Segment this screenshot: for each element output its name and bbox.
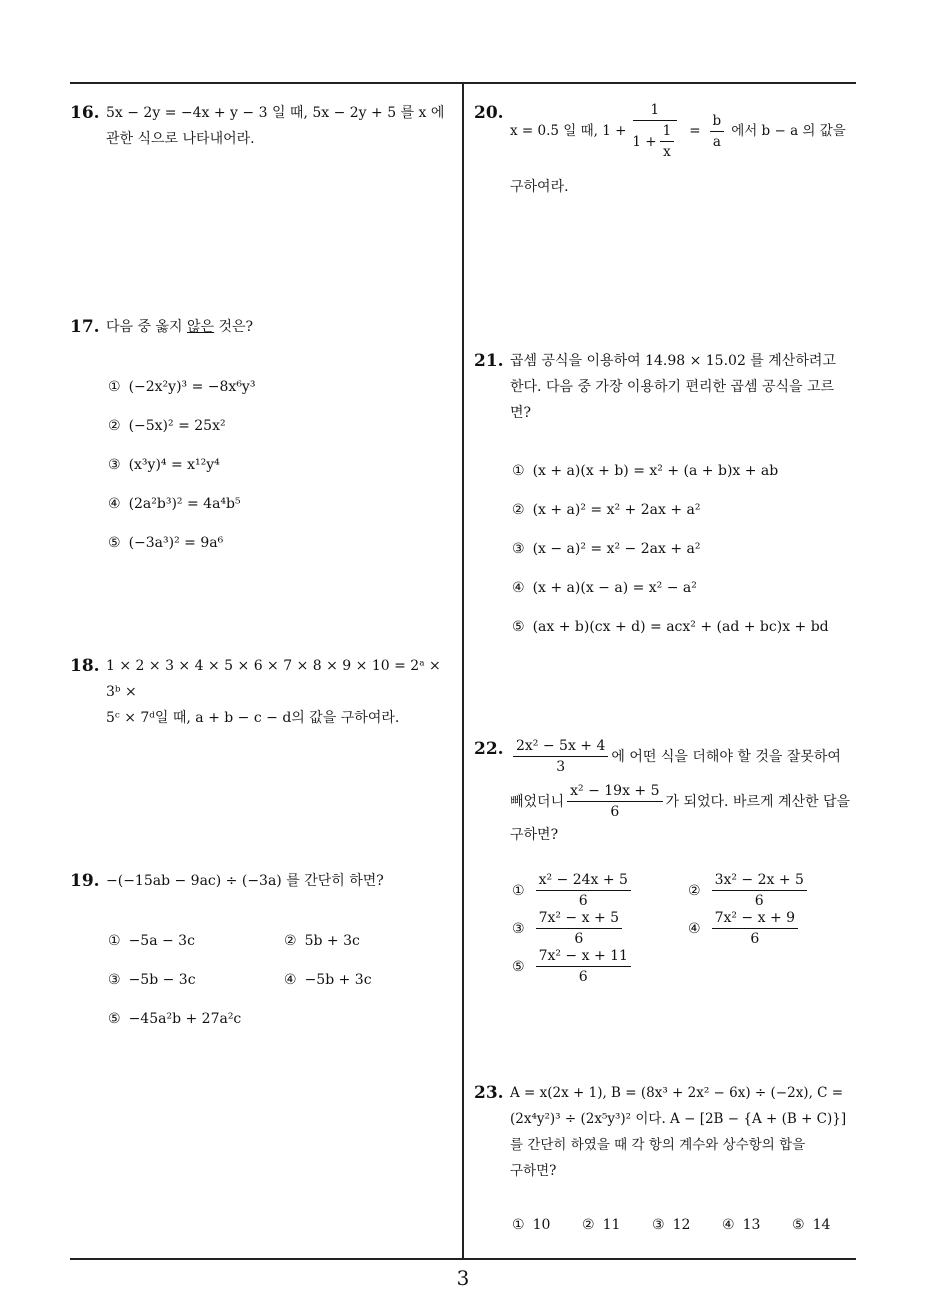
fraction-denominator: 6	[610, 804, 620, 820]
answer-option[interactable]	[108, 491, 241, 517]
option-marker: ②	[512, 502, 525, 518]
fraction-denominator: 6	[574, 931, 584, 947]
fraction-b-over-a	[710, 111, 725, 152]
question-text-line: 5x − 2y = −4x + y − 3 일 때, 5x − 2y + 5 를 x 에	[106, 105, 445, 121]
equals-sign: =	[689, 123, 701, 139]
question-number: 21.	[474, 351, 504, 371]
answer-option[interactable]	[284, 967, 372, 993]
option-text: (x + a)(x + b) = x² + (a + b)x + ab	[532, 463, 779, 479]
option-text: −5b − 3c	[128, 972, 196, 988]
option-marker: ①	[108, 933, 121, 949]
answer-option[interactable]	[512, 870, 634, 911]
answer-option[interactable]	[284, 928, 360, 954]
fraction-denominator: 6	[750, 931, 760, 947]
question-number: 16.	[70, 103, 100, 123]
question-18	[70, 653, 456, 731]
option-marker: ③	[512, 920, 525, 937]
question-19	[70, 868, 456, 1027]
question-number: 23.	[474, 1083, 504, 1103]
answer-option[interactable]	[512, 908, 625, 949]
option-marker: ①	[512, 463, 525, 479]
fraction-denominator: a	[712, 133, 721, 150]
option-text: 12	[672, 1217, 691, 1233]
question-text-line: 면?	[510, 405, 532, 421]
question-text-line: 구하면?	[510, 827, 559, 843]
answer-option[interactable]	[512, 614, 829, 640]
option-marker: ④	[284, 972, 297, 988]
option-text: 11	[602, 1217, 621, 1233]
fraction-denominator: 6	[754, 893, 764, 909]
option-text: (−2x²y)³ = −8x⁶y³	[128, 379, 256, 395]
nested-fraction	[629, 100, 680, 162]
question-23	[474, 1080, 858, 1233]
answer-option[interactable]	[108, 374, 255, 400]
option-text: (ax + b)(cx + d) = acx² + (ad + bc)x + bd	[532, 619, 829, 635]
option-marker: ⑤	[108, 535, 121, 551]
question-22	[474, 736, 858, 985]
question-number: 19.	[70, 871, 100, 891]
option-text: −5a − 3c	[128, 933, 195, 949]
question-text-line: 곱셈 공식을 이용하여 14.98 × 15.02 를 계산하려고	[510, 353, 836, 369]
fraction-denominator: x	[663, 144, 671, 160]
left-column	[70, 100, 456, 1250]
question-text: 빼었더니	[510, 793, 565, 810]
question-16	[70, 100, 456, 152]
option-text: 14	[812, 1217, 831, 1233]
fraction	[567, 781, 662, 822]
right-column	[474, 100, 858, 1250]
fraction	[513, 736, 608, 777]
option-text: 10	[532, 1217, 551, 1233]
question-number: 22.	[474, 739, 504, 759]
option-marker: ③	[652, 1217, 665, 1233]
option-marker: ③	[108, 457, 121, 473]
answer-option[interactable]	[512, 458, 778, 484]
option-marker: ④	[108, 496, 121, 512]
option-text: 13	[742, 1217, 761, 1233]
question-text-line: 관한 식으로 나타내어라.	[106, 131, 255, 147]
answer-option[interactable]	[108, 452, 220, 478]
fraction-denominator: 6	[578, 969, 588, 985]
question-text: 다음 중 옳지	[106, 319, 187, 335]
bottom-rule	[70, 1258, 856, 1260]
question-number: 20.	[474, 103, 504, 123]
option-marker: ⑤	[108, 1011, 121, 1027]
question-number: 18.	[70, 656, 100, 676]
option-text: (−5x)² = 25x²	[128, 418, 226, 434]
option-marker: ③	[108, 972, 121, 988]
question-text-line: (2x⁴y²)³ ÷ (2x⁵y³)² 이다. A − [2B − {A + (B + C)}]	[510, 1111, 847, 1127]
fraction-numerator: 2x² − 5x + 4	[513, 736, 608, 757]
option-marker: ②	[284, 933, 297, 949]
question-text-line: 구하여라.	[510, 179, 569, 195]
fraction-numerator: x² − 19x + 5	[567, 781, 662, 802]
answer-option[interactable]	[512, 575, 697, 601]
fraction-denominator: 6	[578, 893, 588, 909]
fraction-numerator: 7x² − x + 5	[536, 908, 622, 929]
option-fraction	[536, 870, 631, 911]
fraction-numerator: 1	[660, 121, 675, 142]
option-fraction	[712, 870, 807, 911]
question-text: 것은?	[214, 319, 254, 335]
option-marker: ①	[512, 1217, 525, 1233]
answer-option[interactable]	[108, 530, 223, 556]
question-21	[474, 348, 858, 635]
option-marker: ②	[582, 1217, 595, 1233]
option-marker: ⑤	[512, 958, 525, 975]
question-text: 에서 b − a 의 값을	[731, 123, 846, 139]
inner-lead: 1 +	[632, 133, 657, 150]
option-fraction	[536, 908, 622, 949]
option-marker: ④	[512, 580, 525, 596]
answer-option[interactable]	[512, 497, 700, 523]
option-marker: ②	[108, 418, 121, 434]
fraction-numerator: 1	[633, 100, 678, 121]
question-number: 17.	[70, 317, 100, 337]
underlined-word: 않은	[186, 319, 215, 335]
option-marker: ⑤	[512, 619, 525, 635]
option-text: (x + a)(x − a) = x² − a²	[532, 580, 697, 596]
question-text: 가 되었다. 바르게 계산한 답을	[665, 793, 851, 810]
question-text-line: 1 × 2 × 3 × 4 × 5 × 6 × 7 × 8 × 9 × 10 = 2ᵃ × 3ᵇ ×	[106, 658, 441, 700]
answer-option[interactable]	[688, 870, 810, 911]
answer-option[interactable]	[582, 1212, 620, 1238]
question-text-line: 구하면?	[510, 1163, 557, 1179]
answer-option[interactable]	[108, 1006, 241, 1032]
answer-option[interactable]	[512, 536, 700, 562]
option-text: (−3a³)² = 9a⁶	[128, 535, 224, 551]
option-marker: ④	[722, 1217, 735, 1233]
question-text: 에 어떤 식을 더해야 할 것을 잘못하여	[611, 748, 841, 765]
answer-option[interactable]	[108, 928, 195, 954]
option-text: −45a²b + 27a²c	[128, 1011, 242, 1027]
page-number: 3	[456, 1266, 470, 1290]
fraction-numerator: 7x² − x + 11	[536, 946, 631, 967]
answer-option[interactable]	[512, 946, 634, 987]
question-17	[70, 314, 456, 551]
option-text: (x − a)² = x² − 2ax + a²	[532, 541, 701, 557]
fraction-numerator: x² − 24x + 5	[536, 870, 631, 891]
answer-option[interactable]	[652, 1212, 690, 1238]
option-marker: ①	[512, 882, 525, 899]
option-marker: ⑤	[792, 1217, 805, 1233]
column-divider	[462, 84, 464, 1259]
option-text: −5b + 3c	[304, 972, 372, 988]
answer-option[interactable]	[688, 908, 801, 949]
question-text: x = 0.5̇ 일 때, 1 +	[510, 123, 627, 139]
question-text: −(−15ab − 9ac) ÷ (−3a) 를 간단히 하면?	[106, 873, 384, 889]
option-marker: ①	[108, 379, 121, 395]
option-text: (2a²b³)² = 4a⁴b⁵	[128, 496, 241, 512]
question-text-line: 한다. 다음 중 가장 이용하기 편리한 곱셈 공식을 고르	[510, 379, 835, 395]
answer-option[interactable]	[722, 1212, 760, 1238]
answer-option[interactable]	[108, 413, 226, 439]
fraction-numerator: b	[710, 111, 725, 132]
question-text-line: 5ᶜ × 7ᵈ일 때, a + b − c − d의 값을 구하여라.	[106, 710, 400, 726]
question-text-line: 를 간단히 하였을 때 각 항의 계수와 상수항의 합을	[510, 1137, 806, 1153]
question-20	[474, 100, 858, 200]
fraction-numerator: 7x² − x + 9	[712, 908, 798, 929]
answer-option[interactable]	[512, 1212, 550, 1238]
inner-fraction	[660, 121, 675, 162]
option-fraction	[536, 946, 631, 987]
fraction-numerator: 3x² − 2x + 5	[712, 870, 807, 891]
option-marker: ④	[688, 920, 701, 937]
question-text-line: A = x(2x + 1), B = (8x³ + 2x² − 6x) ÷ (−2x), C =	[510, 1085, 844, 1101]
answer-option[interactable]	[108, 967, 196, 993]
answer-option[interactable]	[792, 1212, 830, 1238]
option-text: (x³y)⁴ = x¹²y⁴	[128, 457, 220, 473]
option-text: 5b + 3c	[304, 933, 360, 949]
option-marker: ③	[512, 541, 525, 557]
option-marker: ②	[688, 882, 701, 899]
option-text: (x + a)² = x² + 2ax + a²	[532, 502, 701, 518]
option-fraction	[712, 908, 798, 949]
fraction-denominator: 3	[556, 759, 566, 775]
